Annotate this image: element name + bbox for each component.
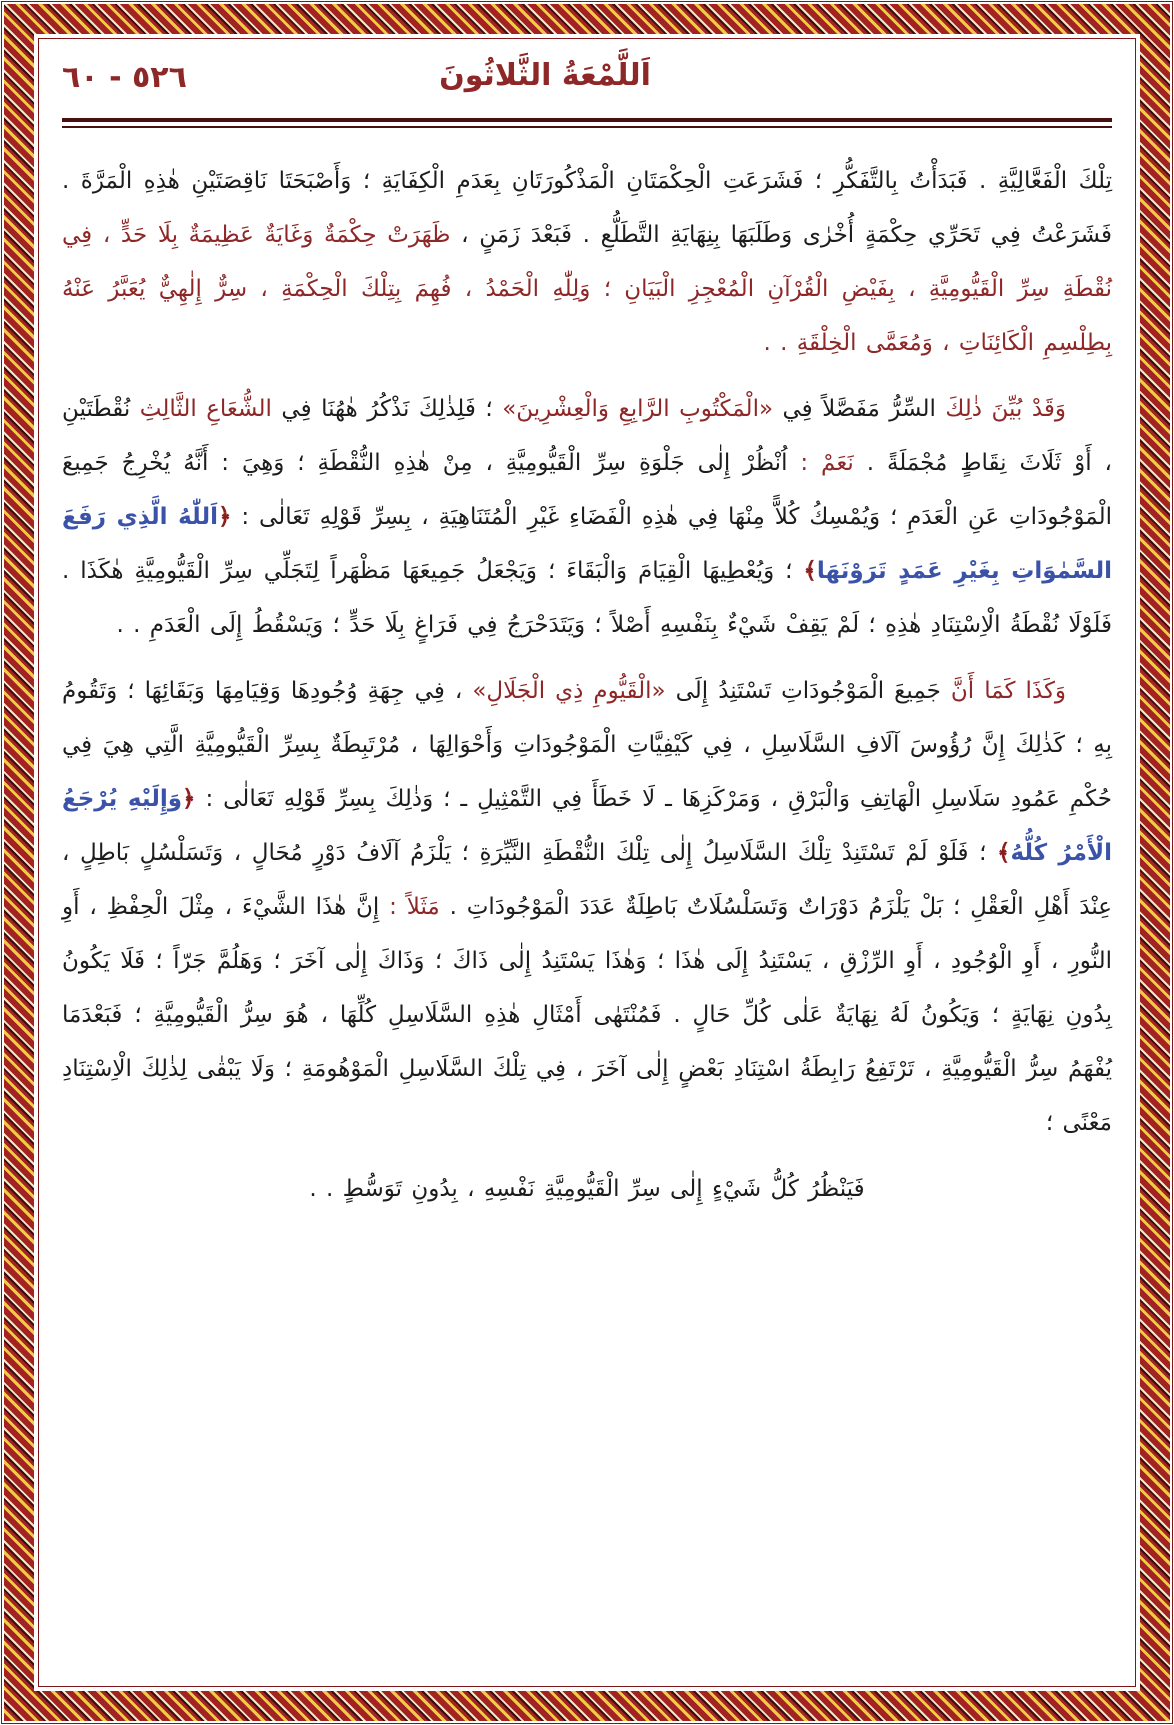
paragraph [62,382,1112,652]
text-segment-red: الشُّعَاعِ الثَّالِثِ [130,396,272,422]
page-number: ٥٢٦ - ٦٠ [62,60,187,95]
page-content [62,52,1112,1673]
text-segment-black: نُقْطَتَيْنِ ، أَوْ ثَلَاثَ نِقَاطٍ مُجْمَلَةً . [62,396,1112,476]
text-segment-black: ؛ فَلَوْ لَمْ تَسْتَنِدْ تِلْكَ السَّلَاسِلُ إِلٰى تِلْكَ النُّقْطَةِ النَّيِّرَةِ ؛ يَلْزَمُ آلَافُ دَوْرٍ مُحَالٍ ، وَتَسَلْسُلٍ بَاطِلٍ ، عِنْدَ أَهْلِ الْعَقْلِ ؛ بَلْ يَلْزَمُ دَوْرَاتٌ وَتَسَلْسُلَاتٌ بَاطِلَةٌ عَدَدَ الْمَوْجُودَاتِ . [62,840,1113,920]
text-segment-black: إِنَّ هٰذَا الشَّيْءَ ، مِثْلَ الْحِفْظِ ، أَوِ النُّورِ ، أَوِ الْوُجُودِ ، أَوِ الرِّزْقِ ، يَسْتَنِدُ إِلَى هٰذَا ؛ وَهٰذَا يَسْتَنِدُ إِلٰى ذَاكَ ؛ وَذَاكَ إِلٰى آخَرَ ؛ وَهَلُمَّ جَرّاً ؛ فَلَا يَكُونُ بِدُونِ نِهَايَةٍ ؛ وَيَكُونُ لَهُ نِهَايَةٌ عَلٰى كُلِّ حَالٍ . فَمُنْتَهٰى أَمْثَالِ هٰذِهِ السَّلَاسِلِ كُلِّهَا ، هُوَ سِرُّ الْقَيُّومِيَّةِ ؛ فَبَعْدَمَا يُفْهَمُ سِرُّ الْقَيُّومِيَّةِ ، تَرْتَفِعُ رَابِطَةُ اسْتِنَادِ بَعْضٍ إِلٰى آخَرَ ، فِي تِلْكَ السَّلَاسِلِ الْمَوْهُومَةِ ؛ وَلَا يَبْقٰى لِذٰلِكَ الْاِسْتِنَادِ مَعْنًى ؛ [62,894,1112,1136]
paragraph [62,154,1112,370]
text-segment-red: مَثَلاً : [379,894,440,920]
text-segment-black: تِلْكَ الْفَعَّالِيَّةِ . فَبَدَأْتُ بِالتَّفَكُّرِ ؛ فَشَرَعَتِ الْحِكْمَتَانِ الْمَذْكُورَتَانِ بِعَدَمِ الْكِفَايَةِ ؛ وَأَصْبَحَتَا نَاقِصَتَيْنِ هٰذِهِ الْمَرَّةَ . فَشَرَعْتُ فِي تَحَرِّي حِكْمَةٍ أُخْرٰى وَطَلَبَهَا بِنِهَايَةِ التَّطَلُّعِ . فَبَعْدَ زَمَنٍ ، [62,168,1112,248]
text-segment-blue: اَللّٰهُ الَّذِي رَفَعَ السَّمٰوَاتِ بِغَيْرِ عَمَدٍ تَرَوْنَهَا [62,504,1112,584]
page-title: اَللَّمْعَةُ الثَّلاثُونَ [439,58,651,93]
paragraph [62,664,1112,1150]
text-segment-black: ؛ وَيُعْطِيهَا الْقِيَامَ وَالْبَقَاءَ ؛ وَيَجْعَلُ جَمِيعَهَا مَظْهَراً لِتَجَلِّي سِرِّ الْقَيُّومِيَّةِ هٰكَذَا . فَلَوْلَا نُقْطَةُ الْاِسْتِنَادِ هٰذِهِ ؛ لَمْ يَقِفْ شَيْءٌ بِنَفْسِهِ أَصْلاً ؛ وَيَتَدَحْرَجُ فِي فَرَاغٍ بِلَا حَدٍّ ؛ وَيَسْقُطُ إِلَى الْعَدَمِ . . [62,558,1112,638]
text-segment-black: فَيَنْظُرُ كُلُّ شَيْءٍ إِلٰى سِرِّ الْقَيُّومِيَّةِ نَفْسِهِ ، بِدُونِ تَوَسُّطٍ . . [309,1176,865,1202]
header-divider [62,118,1112,128]
text-segment-black: ، فِي جِهَةِ وُجُودِهَا وَقِيَامِهَا وَبَقَائِهَا ؛ وَتَقُومُ بِهِ ؛ كَذٰلِكَ إِنَّ رُؤُوسَ آلَافِ السَّلَاسِلِ ، فِي كَيْفِيَّاتِ الْمَوْجُودَاتِ وَأَحْوَالِهَا ، مُرْتَبِطَةٌ بِسِرِّ الْقَيُّومِيَّةِ الَّتِي هِيَ فِي حُكْمِ عَمُودِ سَلَاسِلِ الْهَاتِفِ وَالْبَرْقِ ، وَمَرْكَزِهَا ـ لَا خَطَأَ فِي التَّمْثِيلِ ـ ؛ وَذٰلِكَ بِسِرِّ قَوْلِهِ تَعَالٰى : [62,678,1112,812]
text-segment-red: وَقَدْ بُيِّنَ ذٰلِكَ [935,396,1067,422]
text-segment-red: وَكَذَا كَمَا أَنَّ [940,678,1067,704]
text-segment-red: ظَهَرَتْ حِكْمَةٌ وَغَايَةٌ عَظِيمَةٌ بِلَا حَدٍّ ، فِي نُقْطَةِ سِرِّ الْقَيُّومِيَّةِ ، بِفَيْضِ الْقُرْآنِ الْمُعْجِزِ الْبَيَانِ ؛ وَلِلّٰهِ الْحَمْدُ ، فُهِمَ بِتِلْكَ الْحِكْمَةِ ، سِرٌّ إِلٰهِيٌّ يُعَبَّرُ عَنْهُ بِطِلْسِمِ الْكَائِنَاتِ ، وَمُعَمَّى الْخِلْقَةِ . . [62,222,1112,356]
text-segment-black: جَمِيعَ الْمَوْجُودَاتِ تَسْتَنِدُ إِلَى [665,678,941,704]
text-segment-red: «الْقَيُّومِ ذِي الْجَلَالِ» [472,678,666,704]
text-segment-red: «الْمَكْتُوبِ الرَّابِعِ وَالْعِشْرِينَ» [502,396,774,422]
text-segment-bracket: ﴿ [182,786,196,812]
text-segment-black: اُنْظُرْ إِلٰى جَلْوَةِ سِرِّ الْقَيُّومِيَّةِ ، مِنْ هٰذِهِ النُّقْطَةِ ؛ وَهِيَ : أَنَّهُ يُخْرِجُ جَمِيعَ الْمَوْجُودَاتِ عَنِ الْعَدَمِ ؛ وَيُمْسِكُ كُلاًّ مِنْهَا فِي هٰذِهِ الْفَضَاءِ غَيْرِ الْمُتَنَاهِيَةِ ، بِسِرِّ قَوْلِهِ تَعَالٰى : [62,450,1112,530]
body-text [62,154,1112,1216]
text-segment-black: ؛ فَلِذٰلِكَ نَذْكُرُ هٰهُنَا فِي [271,396,503,422]
text-segment-blue: وَإِلَيْهِ يُرْجَعُ الْأَمْرُ كُلُّهُ [62,786,1112,866]
text-segment-bracket: ﴿ [217,504,232,530]
page-header [62,52,1112,114]
paragraph [62,1162,1112,1216]
text-segment-red: نَعَمْ : [787,450,854,476]
text-segment-black: السِّرُّ مَفَصَّلاً فِي [773,396,936,422]
text-segment-bracket: ﴾ [996,840,1011,866]
text-segment-bracket: ﴾ [803,558,817,584]
